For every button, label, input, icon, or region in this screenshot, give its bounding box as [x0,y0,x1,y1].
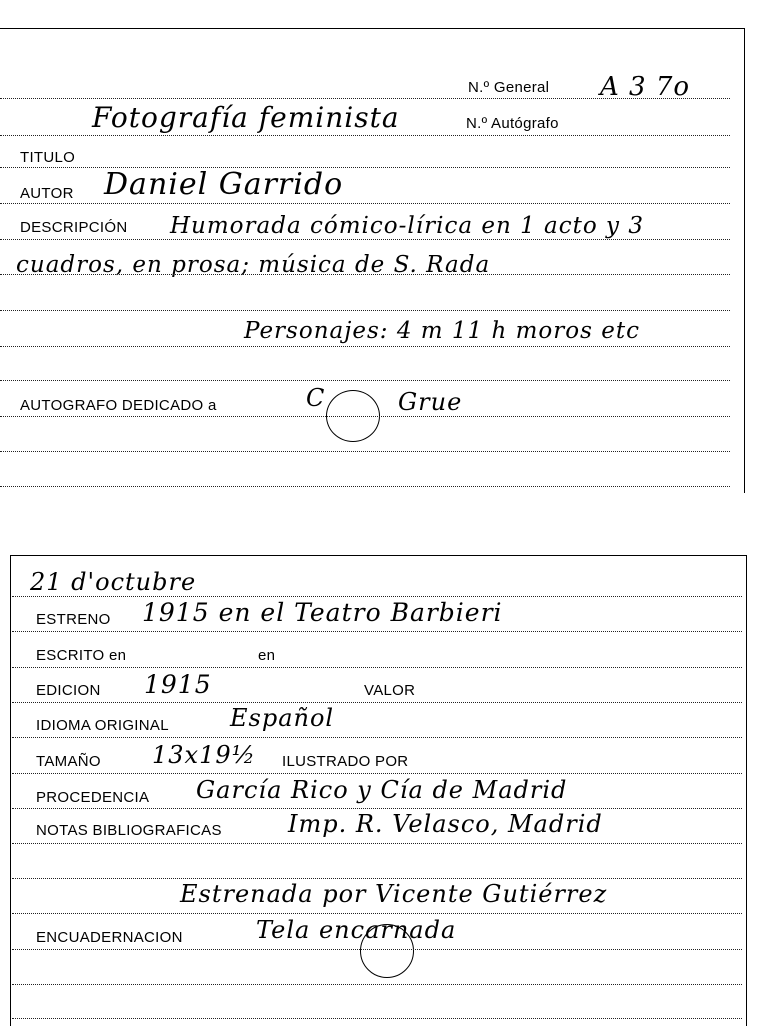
rule [0,239,730,240]
encuadernacion-label: ENCUADERNACION [36,929,183,946]
ilustrado-label: ILUSTRADO POR [282,753,409,770]
procedencia-value: García Rico y Cía de Madrid [196,776,568,804]
edicion-label: EDICION [36,682,101,699]
encuadernacion-value: Tela encarnada [256,916,457,944]
rule [12,773,742,774]
rule [0,274,730,275]
estreno-label: ESTRENO [36,611,111,628]
rule [0,416,730,417]
rule [12,1018,742,1019]
escrito-label: ESCRITO en [36,647,127,664]
rule [0,451,730,452]
idioma-value: Español [230,704,335,732]
rule [12,737,742,738]
autografo-value: Grue [398,388,463,416]
valor-label: VALOR [364,682,416,699]
edicion-value: 1915 [144,670,212,699]
estrenada-note: Estrenada por Vicente Gutiérrez [180,880,608,908]
rule [0,486,730,487]
personajes-note: Personajes: 4 m 11 h moros etc [244,318,640,344]
date-note: 21 d'octubre [30,568,197,596]
numero-general-label: N.º General [468,79,550,96]
autografo-label: AUTOGRAFO DEDICADO a [20,397,217,414]
rule [12,843,742,844]
descripcion-line2: cuadros, en prosa; música de S. Rada [16,252,491,278]
rule [0,346,730,347]
rule [12,631,742,632]
rule [0,380,730,381]
descripcion-label: DESCRIPCIÓN [20,219,128,236]
tamano-value: 13x19½ [152,741,256,769]
rule [12,702,742,703]
rule [12,808,742,809]
rule [0,203,730,204]
autografo-initial: C [306,384,326,412]
autor-value: Daniel Garrido [104,167,344,202]
procedencia-label: PROCEDENCIA [36,789,150,806]
descripcion-line1: Humorada cómico-lírica en 1 acto y 3 [170,213,644,239]
rule [12,878,742,879]
rule [0,310,730,311]
rule [12,913,742,914]
rule [12,596,742,597]
rule [0,135,730,136]
tamano-label: TAMAÑO [36,753,101,770]
notas-value: Imp. R. Velasco, Madrid [288,810,603,838]
escrito-en-label: en [258,647,276,664]
autor-label: AUTOR [20,185,74,202]
rule [12,984,742,985]
titulo-value: Fotografía feminista [92,101,400,134]
numero-autografo-label: N.º Autógrafo [466,115,559,132]
notas-label: NOTAS BIBLIOGRAFICAS [36,822,222,839]
titulo-label: TITULO [20,149,76,166]
rule [12,949,742,950]
numero-general-value: A 3 7o [600,72,691,102]
rule [12,667,742,668]
idioma-label: IDIOMA ORIGINAL [36,717,169,734]
estreno-value: 1915 en el Teatro Barbieri [142,598,503,627]
